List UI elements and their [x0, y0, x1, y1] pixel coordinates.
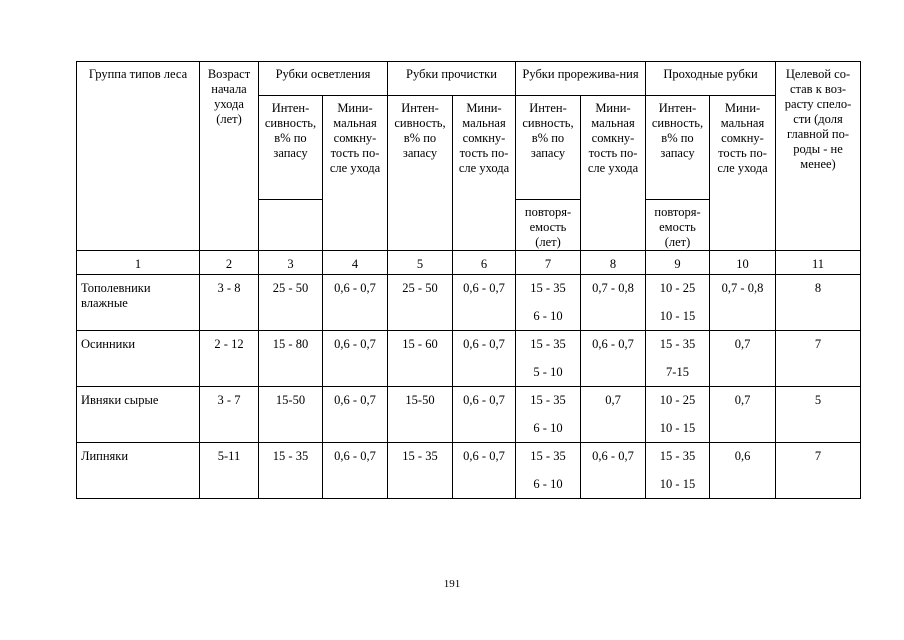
cell-intensity: 15 - 35: [530, 393, 566, 407]
page-number: 191: [443, 578, 461, 590]
header-intensity-3: Интен-сивность, в% по запасу: [259, 96, 323, 200]
cell-repeat: 6 - 10: [533, 309, 563, 323]
col-number: 3: [259, 251, 323, 275]
cell-intensity: 15 - 35: [530, 337, 566, 351]
cell: 0,6 - 0,7: [453, 275, 516, 331]
header-min-density-6: Мини-мальная сомкну-тость по-сле ухода: [453, 96, 516, 251]
cell-intensity: 10 - 25: [659, 393, 696, 407]
cell-intensity: 10 - 25: [659, 281, 696, 295]
col-number: 6: [453, 251, 516, 275]
cell: 15-50: [259, 387, 323, 443]
cell: [646, 331, 710, 387]
cell-intensity: 15 - 35: [659, 449, 696, 463]
cell: 0,6 - 0,7: [581, 331, 646, 387]
header-intensity-9: Интен-сивность, в% по запасу: [646, 96, 710, 200]
cell: 0,6 - 0,7: [323, 331, 388, 387]
start-age-cell: 2 - 12: [200, 331, 259, 387]
table-row: [77, 275, 861, 331]
col-number: 2: [200, 251, 259, 275]
cell: 0,6: [710, 443, 776, 499]
cell: [646, 387, 710, 443]
cell: 7: [776, 443, 861, 499]
header-repeat-7: повторя-емость (лет): [516, 200, 581, 251]
cell-repeat: 10 - 15: [659, 477, 696, 491]
forest-type-cell: Ивняки сырые: [77, 387, 200, 443]
cell: 0,6 - 0,7: [581, 443, 646, 499]
cell-intensity: 15 - 35: [530, 281, 566, 295]
cell-repeat: 10 - 15: [659, 421, 696, 435]
col-number: 8: [581, 251, 646, 275]
header-min-density-4: Мини-мальная сомкну-тость по-сле ухода: [323, 96, 388, 251]
col-number: 1: [77, 251, 200, 275]
cell: 25 - 50: [388, 275, 453, 331]
cell: 15 - 80: [259, 331, 323, 387]
cell: 0,7 - 0,8: [710, 275, 776, 331]
cell: 0,7: [710, 387, 776, 443]
header-clearing-cuts: Рубки осветления: [259, 62, 388, 96]
cell: 15 - 60: [388, 331, 453, 387]
table-row: [77, 331, 861, 387]
cell: 0,7 - 0,8: [581, 275, 646, 331]
header-min-density-8: Мини-мальная сомкну-тость по-сле ухода: [581, 96, 646, 251]
cell: 0,6 - 0,7: [453, 387, 516, 443]
header-repeat-9: повторя-емость (лет): [646, 200, 710, 251]
cell: 0,6 - 0,7: [453, 443, 516, 499]
cell: [516, 275, 581, 331]
cell-repeat: 5 - 10: [533, 365, 563, 379]
header-min-density-10: Мини-мальная сомкну-тость по-сле ухода: [710, 96, 776, 251]
cell: 0,6 - 0,7: [323, 275, 388, 331]
header-intensity-7: Интен-сивность, в% по запасу: [516, 96, 581, 200]
start-age-cell: 5-11: [200, 443, 259, 499]
cell: 7: [776, 331, 861, 387]
cell: 15 - 35: [388, 443, 453, 499]
header-cleaning-cuts: Рубки прочистки: [388, 62, 516, 96]
header-passage-cuts: Проходные рубки: [646, 62, 776, 96]
forest-type-cell: Тополевники влажные: [77, 275, 200, 331]
cell: 0,6 - 0,7: [323, 387, 388, 443]
cell-intensity: 15 - 35: [659, 337, 696, 351]
cell: [646, 443, 710, 499]
header-thinning-cuts: Рубки прорежива-ния: [516, 62, 646, 96]
cell-repeat: 6 - 10: [533, 477, 563, 491]
cell-repeat: 10 - 15: [659, 309, 696, 323]
header-intensity-5: Интен-сивность, в% по запасу: [388, 96, 453, 251]
forest-type-cell: Осинники: [77, 331, 200, 387]
cell: [516, 331, 581, 387]
cell: 5: [776, 387, 861, 443]
header-blank-3: [259, 200, 323, 251]
cell: 0,6 - 0,7: [323, 443, 388, 499]
header-start-age: Возраст начала ухода (лет): [200, 62, 259, 251]
forest-care-table: [76, 61, 861, 499]
header-target-composition: Целевой со-став к воз-расту спело-сти (доля главной по-роды - не менее): [776, 62, 861, 251]
cell: [516, 443, 581, 499]
table-row: [77, 443, 861, 499]
col-number: 4: [323, 251, 388, 275]
start-age-cell: 3 - 8: [200, 275, 259, 331]
cell: 0,7: [581, 387, 646, 443]
cell-repeat: 6 - 10: [533, 421, 563, 435]
col-number: 5: [388, 251, 453, 275]
col-number: 7: [516, 251, 581, 275]
table-row: [77, 387, 861, 443]
cell: 15 - 35: [259, 443, 323, 499]
col-number: 10: [710, 251, 776, 275]
header-forest-type: Группа типов леса: [77, 62, 200, 251]
col-number: 11: [776, 251, 861, 275]
cell: 0,7: [710, 331, 776, 387]
cell: [646, 275, 710, 331]
cell: 15-50: [388, 387, 453, 443]
cell: 8: [776, 275, 861, 331]
cell-repeat: 7-15: [666, 365, 689, 379]
start-age-cell: 3 - 7: [200, 387, 259, 443]
cell: 25 - 50: [259, 275, 323, 331]
forest-type-cell: Липняки: [77, 443, 200, 499]
cell: 0,6 - 0,7: [453, 331, 516, 387]
cell: [516, 387, 581, 443]
col-number: 9: [646, 251, 710, 275]
cell-intensity: 15 - 35: [530, 449, 566, 463]
